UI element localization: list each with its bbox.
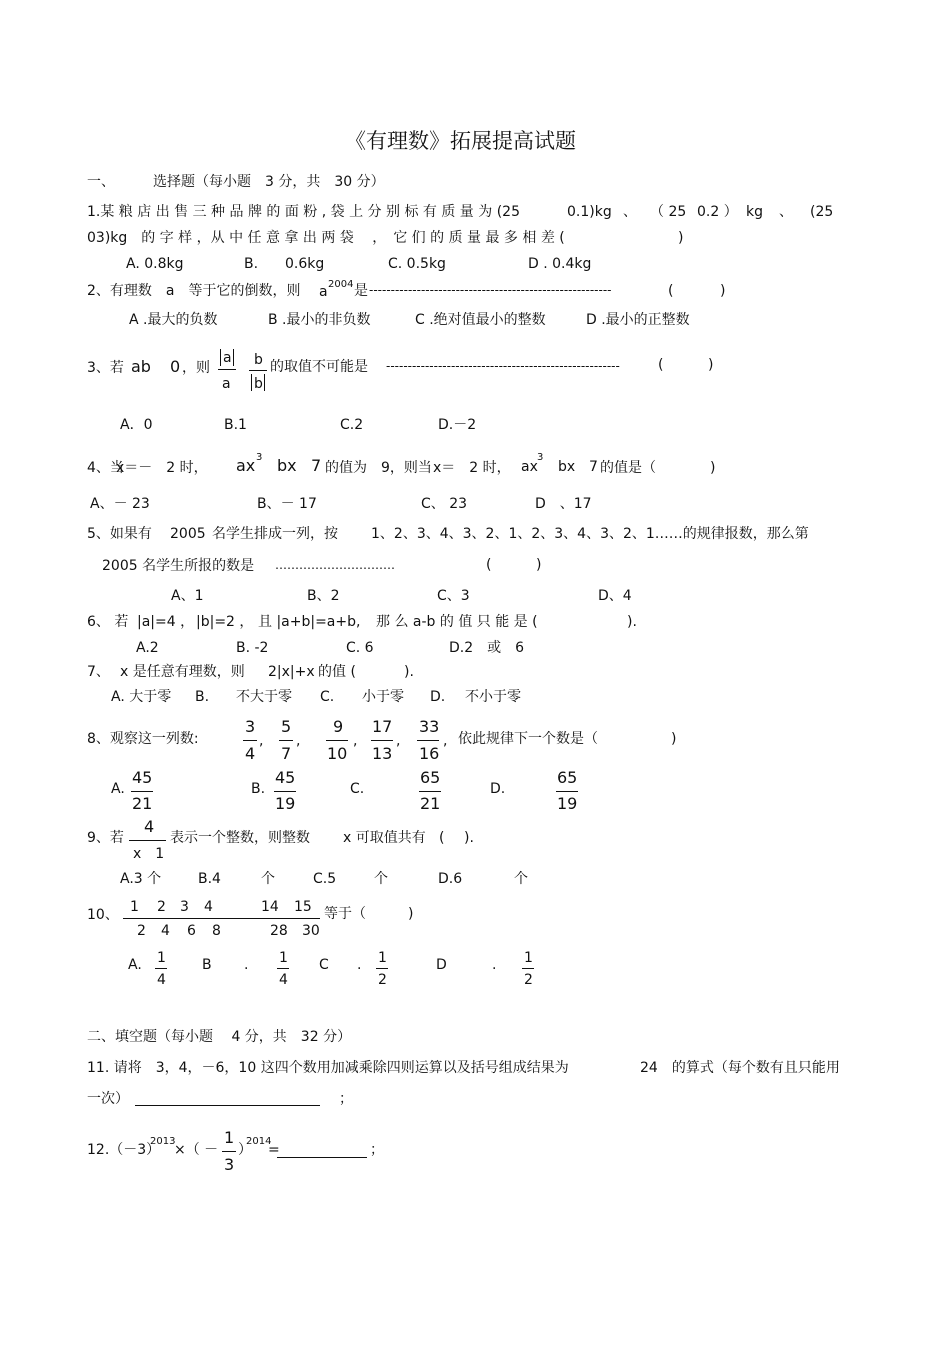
expression: 7 [311,456,322,475]
question-5-dots: ………………………… [275,558,395,572]
fraction-denominator: 8 [212,923,221,939]
question-12-text: 12.（－3） [87,1142,161,1158]
question-5-text: 1、2、3、4、3、2、1、2、3、4、3、2、1……的规律报数，那么第 [371,526,809,542]
option-c: C.5 [313,871,337,887]
fraction-numerator: 3 [180,899,189,915]
question-6-text: ). [627,614,637,630]
option-a: A. [128,957,142,973]
option-b: B、2 [307,588,340,604]
option-c-text: 个 [374,871,388,887]
fraction-bar [556,791,578,792]
fraction-numerator: 65 [420,768,441,787]
question-2-paren: ) [720,283,726,299]
option-d: D .最小的正整数 [586,312,690,328]
question-12-text: ） [238,1142,252,1158]
question-10-text: 等于（ [324,906,366,922]
question-4-text: x＝－ 2 时， [116,460,208,476]
option-b: B. [195,689,210,705]
question-1-text: 03)kg 的 字 样 ，从 中 任 意 拿 出 两 袋 ， 它 们 的 质 量 最 多 相 差 ( [87,230,565,246]
fraction-numerator: b [254,352,263,368]
fraction-bar [155,968,167,969]
expression: bx [277,456,297,475]
question-1-text: 、 [623,204,637,220]
fraction-denominator: 13 [372,744,393,763]
question-3-text: 的取值不可能是 [270,359,368,375]
question-2-exponent: 2004 [328,279,354,290]
question-8-paren: ) [671,731,677,747]
option-b-text: 个 [261,871,275,887]
option-a: A. 大于零 [111,689,172,705]
question-9-text: x 可取值共有 [343,830,426,846]
option-d: D.－2 [438,417,477,433]
abs-bar [251,374,252,391]
option-c: C.2 [340,417,364,433]
fraction-denominator: 4 [279,972,288,988]
fraction-numerator: 1 [524,950,533,966]
question-4-text: x＝ 2 时， [433,460,511,476]
question-1-paren: ) [678,230,684,246]
fraction-numerator: 33 [419,717,440,736]
question-1-text: (25 [810,204,834,220]
question-12-text: = [268,1142,280,1158]
question-5-text: 2005 [170,526,206,542]
question-1-text: kg [746,204,763,220]
option-a: A、1 [171,588,204,604]
option-d: D [436,957,447,973]
option-b: B [202,957,212,973]
question-5-paren: ( [486,557,492,573]
option-d: D.6 [438,871,463,887]
expression-exponent: 3 [537,452,544,463]
fraction-numerator: 3 [245,717,256,736]
question-1-text: 0.1)kg [567,204,612,220]
comma: , [443,733,448,749]
fraction-bar [326,740,348,741]
option-d: D. [490,781,506,797]
option-b-text: 不大于零 [236,689,292,705]
question-1-text: （ 25 [650,204,687,220]
question-12-text: ×（ － [174,1142,219,1158]
question-3-text: ，则 [182,360,210,376]
question-9-text: 9、若 [87,830,124,846]
fraction-denominator: 19 [557,794,578,813]
fraction-numerator: 45 [132,768,153,787]
fraction-bar [417,740,439,741]
fraction-numerator: 1 [378,950,387,966]
question-7-text: 2|x|+x [268,664,315,680]
fraction-denominator: 2 [378,972,387,988]
question-6-text: 且 |a+b|=a+b, [258,614,361,630]
option-b: B. [244,256,259,272]
fraction-numerator: 4 [204,899,213,915]
option-c-text: 小于零 [362,689,404,705]
option-a: A．0 [120,417,153,433]
question-6-text: 6、 若 [87,614,129,630]
option-d-text: 不小于零 [465,689,521,705]
question-11-text: 11. 请将 3，4，－6，10 这四个数用加减乘除四则运算以及括号组成结果为 [87,1060,569,1076]
expression: 7 [589,459,598,475]
question-2-text: 是 [354,283,368,299]
fraction-bar [376,968,388,969]
question-3-paren: ) [708,357,714,373]
question-7-text: 7、 [87,664,110,680]
fraction-bar [277,968,289,969]
fraction-denominator: 10 [327,744,348,763]
section-heading: 选择题（每小题 3 分，共 30 分） [153,174,385,190]
fraction-denominator: 16 [419,744,440,763]
option-c: C. 0.5kg [388,256,446,272]
question-10-paren: ) [408,906,414,922]
exponent: 2013 [150,1136,176,1147]
option-c: C. [320,689,335,705]
fraction-denominator: 4 [157,972,166,988]
question-3-dashes: ------------------------------------------------------ [386,359,620,373]
option-b: B. -2 [236,640,269,656]
option-d-dot: . [492,957,497,973]
question-7-text: ). [404,664,414,680]
question-2-paren: ( [668,283,674,299]
fraction-denominator: 2 [137,923,146,939]
fraction-denominator: a [222,376,231,392]
option-a: A、－ 23 [90,496,150,512]
fraction-bar [218,369,236,370]
answer-blank[interactable] [135,1105,320,1106]
fraction-numerator: 2 [157,899,166,915]
expression: bx [558,459,576,475]
abs-bar [220,349,221,366]
question-2-text: 2、有理数 a 等于它的倒数，则 [87,283,301,299]
option-a: A. 0.8kg [126,256,184,272]
question-7-text: 的值 ( [318,664,356,680]
fraction-bar [419,791,441,792]
question-3-paren: ( [658,357,664,373]
comma: , [396,733,401,749]
fraction-numerator: 9 [333,717,344,736]
question-4-text: 的值为 9，则当 [325,460,432,476]
fraction-bar [274,791,296,792]
fraction-bar [131,791,153,792]
fraction-numerator: 15 [294,899,312,915]
option-b: B .最小的非负数 [268,312,371,328]
question-8-text: 8、观察这一列数: [87,731,199,747]
question-5-text: 2005 名学生所报的数是 [102,558,255,574]
question-12-text: ； [370,1142,384,1158]
option-c: C .绝对值最小的整数 [415,312,546,328]
option-b-text: 0.6kg [285,256,325,272]
option-b: B、－ 17 [257,496,317,512]
question-3-text: 3、若 [87,360,124,376]
fraction-denominator: 3 [224,1155,235,1174]
question-9-text: 表示一个整数，则整数 [170,830,310,846]
fraction-numerator: 17 [372,717,393,736]
question-1-text: 0.2 ） [697,204,738,220]
question-5-text: 名学生排成一列，按 [212,526,338,542]
option-b: B.1 [224,417,247,433]
option-c: C. [350,781,365,797]
fraction-numerator: 4 [144,817,155,836]
option-d: D 、17 [535,496,592,512]
fraction-numerator: 1 [157,950,166,966]
exponent: 2014 [246,1136,272,1147]
question-1-text: 、 [779,204,793,220]
fraction-bar [522,968,534,969]
fraction-denominator: 21 [420,794,441,813]
option-d: D.2 或 6 [449,640,525,656]
fraction-bar [222,1151,236,1152]
fraction-bar [249,370,267,371]
question-10-text: 10、 [87,907,119,923]
option-c: C. 6 [346,640,374,656]
fraction-numerator: 1 [130,899,139,915]
fraction-numerator: 1 [224,1128,235,1147]
fraction-bar [129,840,166,841]
fraction-denominator: x 1 [133,846,165,862]
option-c: C、 23 [421,496,468,512]
question-3-zero: 0 [170,357,181,376]
expression: ax [236,456,256,475]
option-a: A .最大的负数 [129,312,218,328]
fraction-denominator: 4 [245,744,256,763]
option-c-dot: . [357,957,362,973]
comma: , [259,733,264,749]
fraction-denominator: 19 [275,794,296,813]
fraction-bar [123,918,320,919]
question-5-text: 5、如果有 [87,526,152,542]
option-d-text: 个 [514,871,528,887]
option-d: D、4 [598,588,632,604]
question-3-ab: ab [131,357,151,376]
question-9-paren: ). [464,830,474,846]
question-4-text: 4、当 [87,460,124,476]
option-c: C [319,957,329,973]
fraction-denominator: b [254,376,263,392]
comma: , [296,733,301,749]
fraction-numerator: 1 [279,950,288,966]
fraction-bar [279,740,293,741]
fraction-denominator: 4 [161,923,170,939]
option-b: B.4 [198,871,221,887]
option-c: C、3 [437,588,470,604]
fraction-numerator: 5 [281,717,292,736]
question-11-text: 24 的算式（每个数有且只能用 [640,1060,840,1076]
fraction-bar [371,740,393,741]
question-6-text: 那 么 a-b 的 值 只 能 是 ( [376,614,538,630]
fraction-numerator: 14 [261,899,279,915]
option-d: D. [430,689,446,705]
question-5-paren: ) [536,557,542,573]
option-a: A. [111,781,125,797]
option-b: B. [251,781,266,797]
fraction-denominator: 7 [281,744,292,763]
question-4-paren: ) [710,460,716,476]
fraction-denominator: 28 [270,923,288,939]
fraction-denominator: 6 [187,923,196,939]
fraction-denominator: 21 [132,794,153,813]
question-4-text: 的值是（ [600,460,656,476]
fraction-numerator: a [223,350,232,366]
abs-bar [233,349,234,366]
section-number: 一、 [87,174,115,190]
question-6-text: |a|=4 ， [137,614,195,630]
option-a: A.3 个 [120,871,162,887]
question-2-dashes: -------------------------------------------------------- [369,283,612,297]
question-8-text: 依此规律下一个数是（ [458,731,598,747]
comma: , [353,733,358,749]
fraction-numerator: 65 [557,768,578,787]
section-heading: 二、填空题（每小题 4 分，共 32 分） [87,1029,352,1045]
abs-bar [264,374,265,391]
page-title: 《有理数》拓展提高试题 [345,129,576,153]
question-1-text: 1.某 粮 店 出 售 三 种 品 牌 的 面 粉 , 袋 上 分 别 标 有 质 量 为 (25 [87,204,520,220]
question-9-paren: ( [439,830,445,846]
answer-blank[interactable] [277,1157,367,1158]
question-7-text: x 是任意有理数，则 [120,664,245,680]
question-2-base: a [319,284,328,300]
expression-exponent: 3 [256,452,263,463]
fraction-denominator: 2 [524,972,533,988]
option-d: D . 0.4kg [528,256,592,272]
fraction-bar [243,740,257,741]
question-11-text: 一次） [87,1091,129,1107]
fraction-denominator: 30 [302,923,320,939]
question-11-text: ； [339,1091,353,1107]
option-a: A.2 [136,640,159,656]
option-b-dot: . [244,957,249,973]
question-6-text: |b|=2 ， [196,614,254,630]
fraction-numerator: 45 [275,768,296,787]
expression: ax [521,459,538,475]
